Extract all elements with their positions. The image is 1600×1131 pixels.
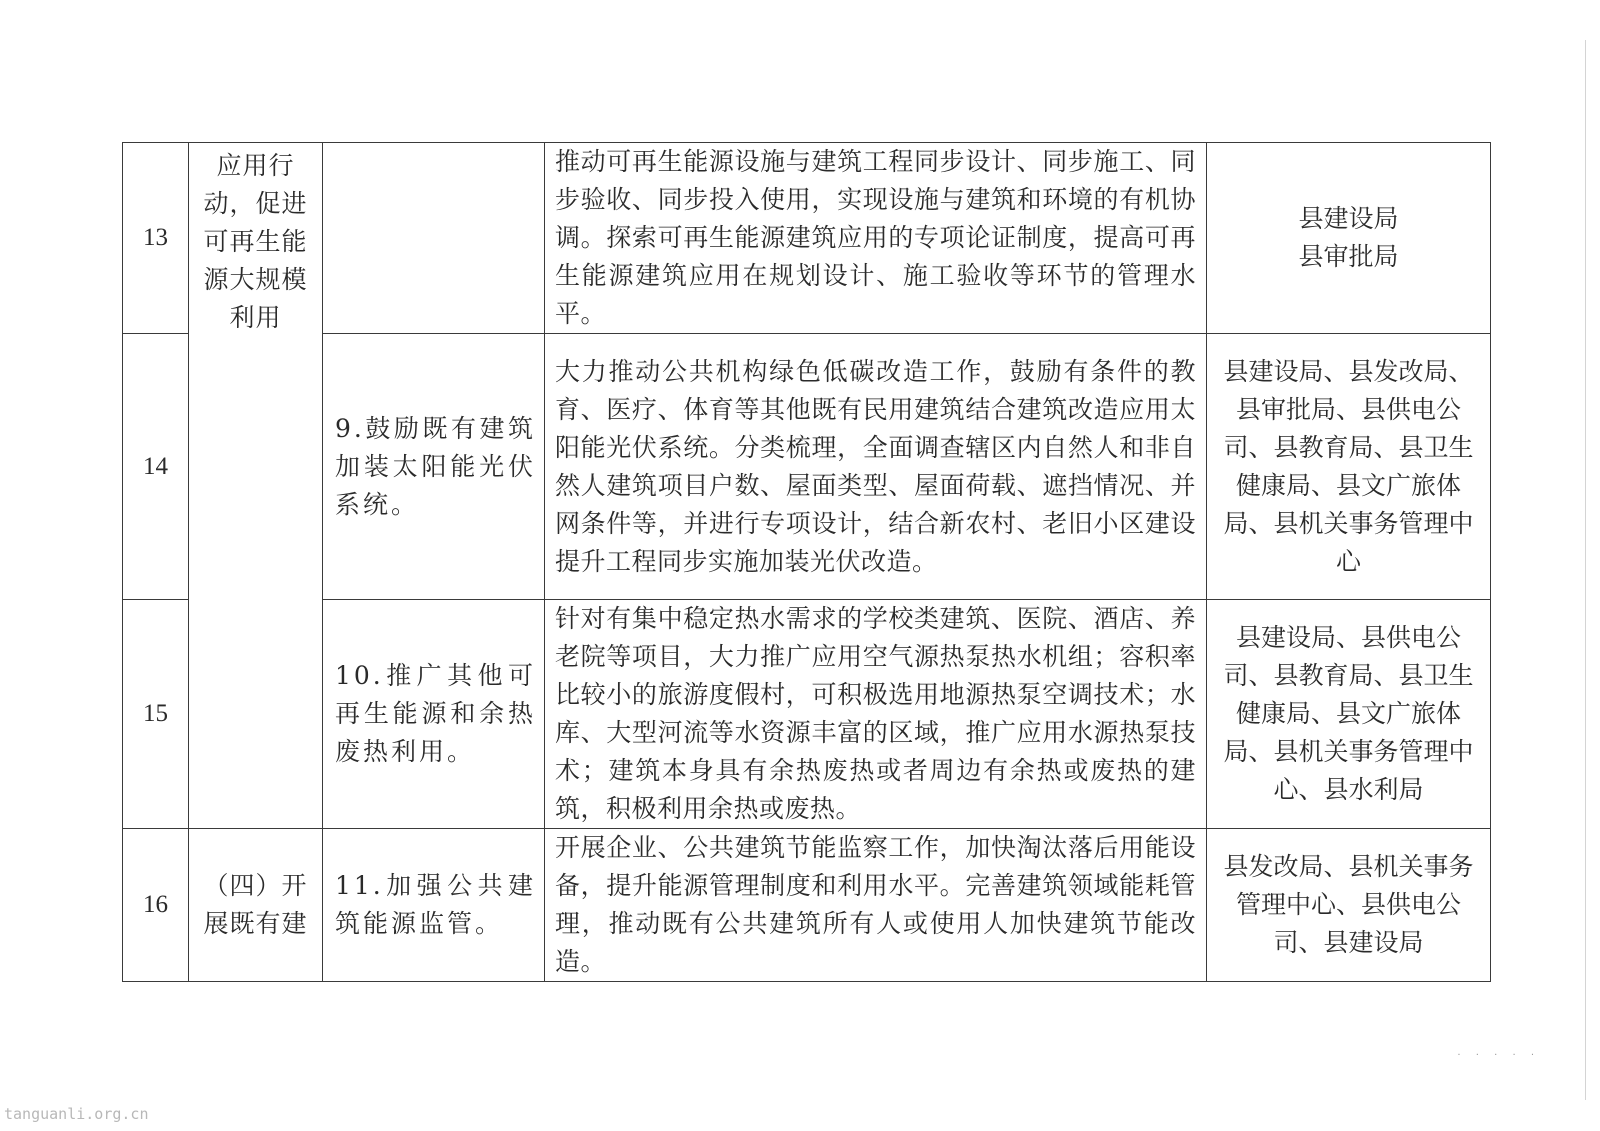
table-row-14: [123, 334, 1491, 600]
task-table: [122, 142, 1491, 982]
departments-cell: 县建设局、县发改局、县审批局、县供电公司、县教育局、县卫生健康局、县文广旅体局、县机关事务管理中心: [1207, 334, 1491, 600]
table-row-13: [123, 143, 1491, 334]
row-number: 16: [123, 829, 189, 982]
description-cell: 推动可再生能源设施与建筑工程同步设计、同步施工、同步验收、同步投入使用，实现设施与建筑和环境的有机协调。探索可再生能源建筑应用的专项论证制度，提高可再生能源建筑应用在规划设计、施工验收等环节的管理水平。: [545, 143, 1207, 334]
description-cell: 针对有集中稳定热水需求的学校类建筑、医院、酒店、养老院等项目，大力推广应用空气源热泵热水机组；容积率比较小的旅游度假村，可积极选用地源热泵空调技术；水库、大型河流等水资源丰富的区域，推广应用水源热泵技术；建筑本身具有余热废热或者周边有余热或废热的建筑，积极利用余热或废热。: [545, 600, 1207, 829]
category-cell: （四）开展既有建: [189, 829, 323, 982]
table-row-16: [123, 829, 1491, 982]
scan-artifact-dots: · · · · ·: [1457, 1050, 1540, 1061]
category-text: 应用行动，促进可再生能源大规模利用: [203, 151, 308, 332]
description-cell: 开展企业、公共建筑节能监察工作，加快淘汰落后用能设备，提升能源管理制度和利用水平。完善建筑领域能耗管理，推动既有公共建筑所有人或使用人加快建筑节能改造。: [545, 829, 1207, 982]
row-number: 13: [123, 143, 189, 334]
task-cell: 11.加强公共建筑能源监管。: [323, 829, 545, 982]
departments-cell: 县建设局、县供电公司、县教育局、县卫生健康局、县文广旅体局、县机关事务管理中心、县水利局: [1207, 600, 1491, 829]
departments-cell: 县发改局、县机关事务管理中心、县供电公司、县建设局: [1207, 829, 1491, 982]
task-cell: 10.推广其他可再生能源和余热废热利用。: [323, 600, 545, 829]
task-cell: 9.鼓励既有建筑加装太阳能光伏系统。: [323, 334, 545, 600]
page-edge-line: [1585, 40, 1586, 1100]
row-number: 14: [123, 334, 189, 600]
task-cell-empty: [323, 143, 545, 334]
description-cell: 大力推动公共机构绿色低碳改造工作，鼓励有条件的教育、医疗、体育等其他既有民用建筑结合建筑改造应用太阳能光伏系统。分类梳理，全面调查辖区内自然人和非自然人建筑项目户数、屋面类型、屋面荷载、遮挡情况、并网条件等，并进行专项设计，结合新农村、老旧小区建设提升工程同步实施加装光伏改造。: [545, 334, 1207, 600]
row-number: 15: [123, 600, 189, 829]
departments-cell: 县建设局 县审批局: [1207, 143, 1491, 334]
table-row-15: [123, 600, 1491, 829]
watermark-text: tanguanli.org.cn: [4, 1105, 149, 1123]
category-cell: [189, 143, 323, 829]
